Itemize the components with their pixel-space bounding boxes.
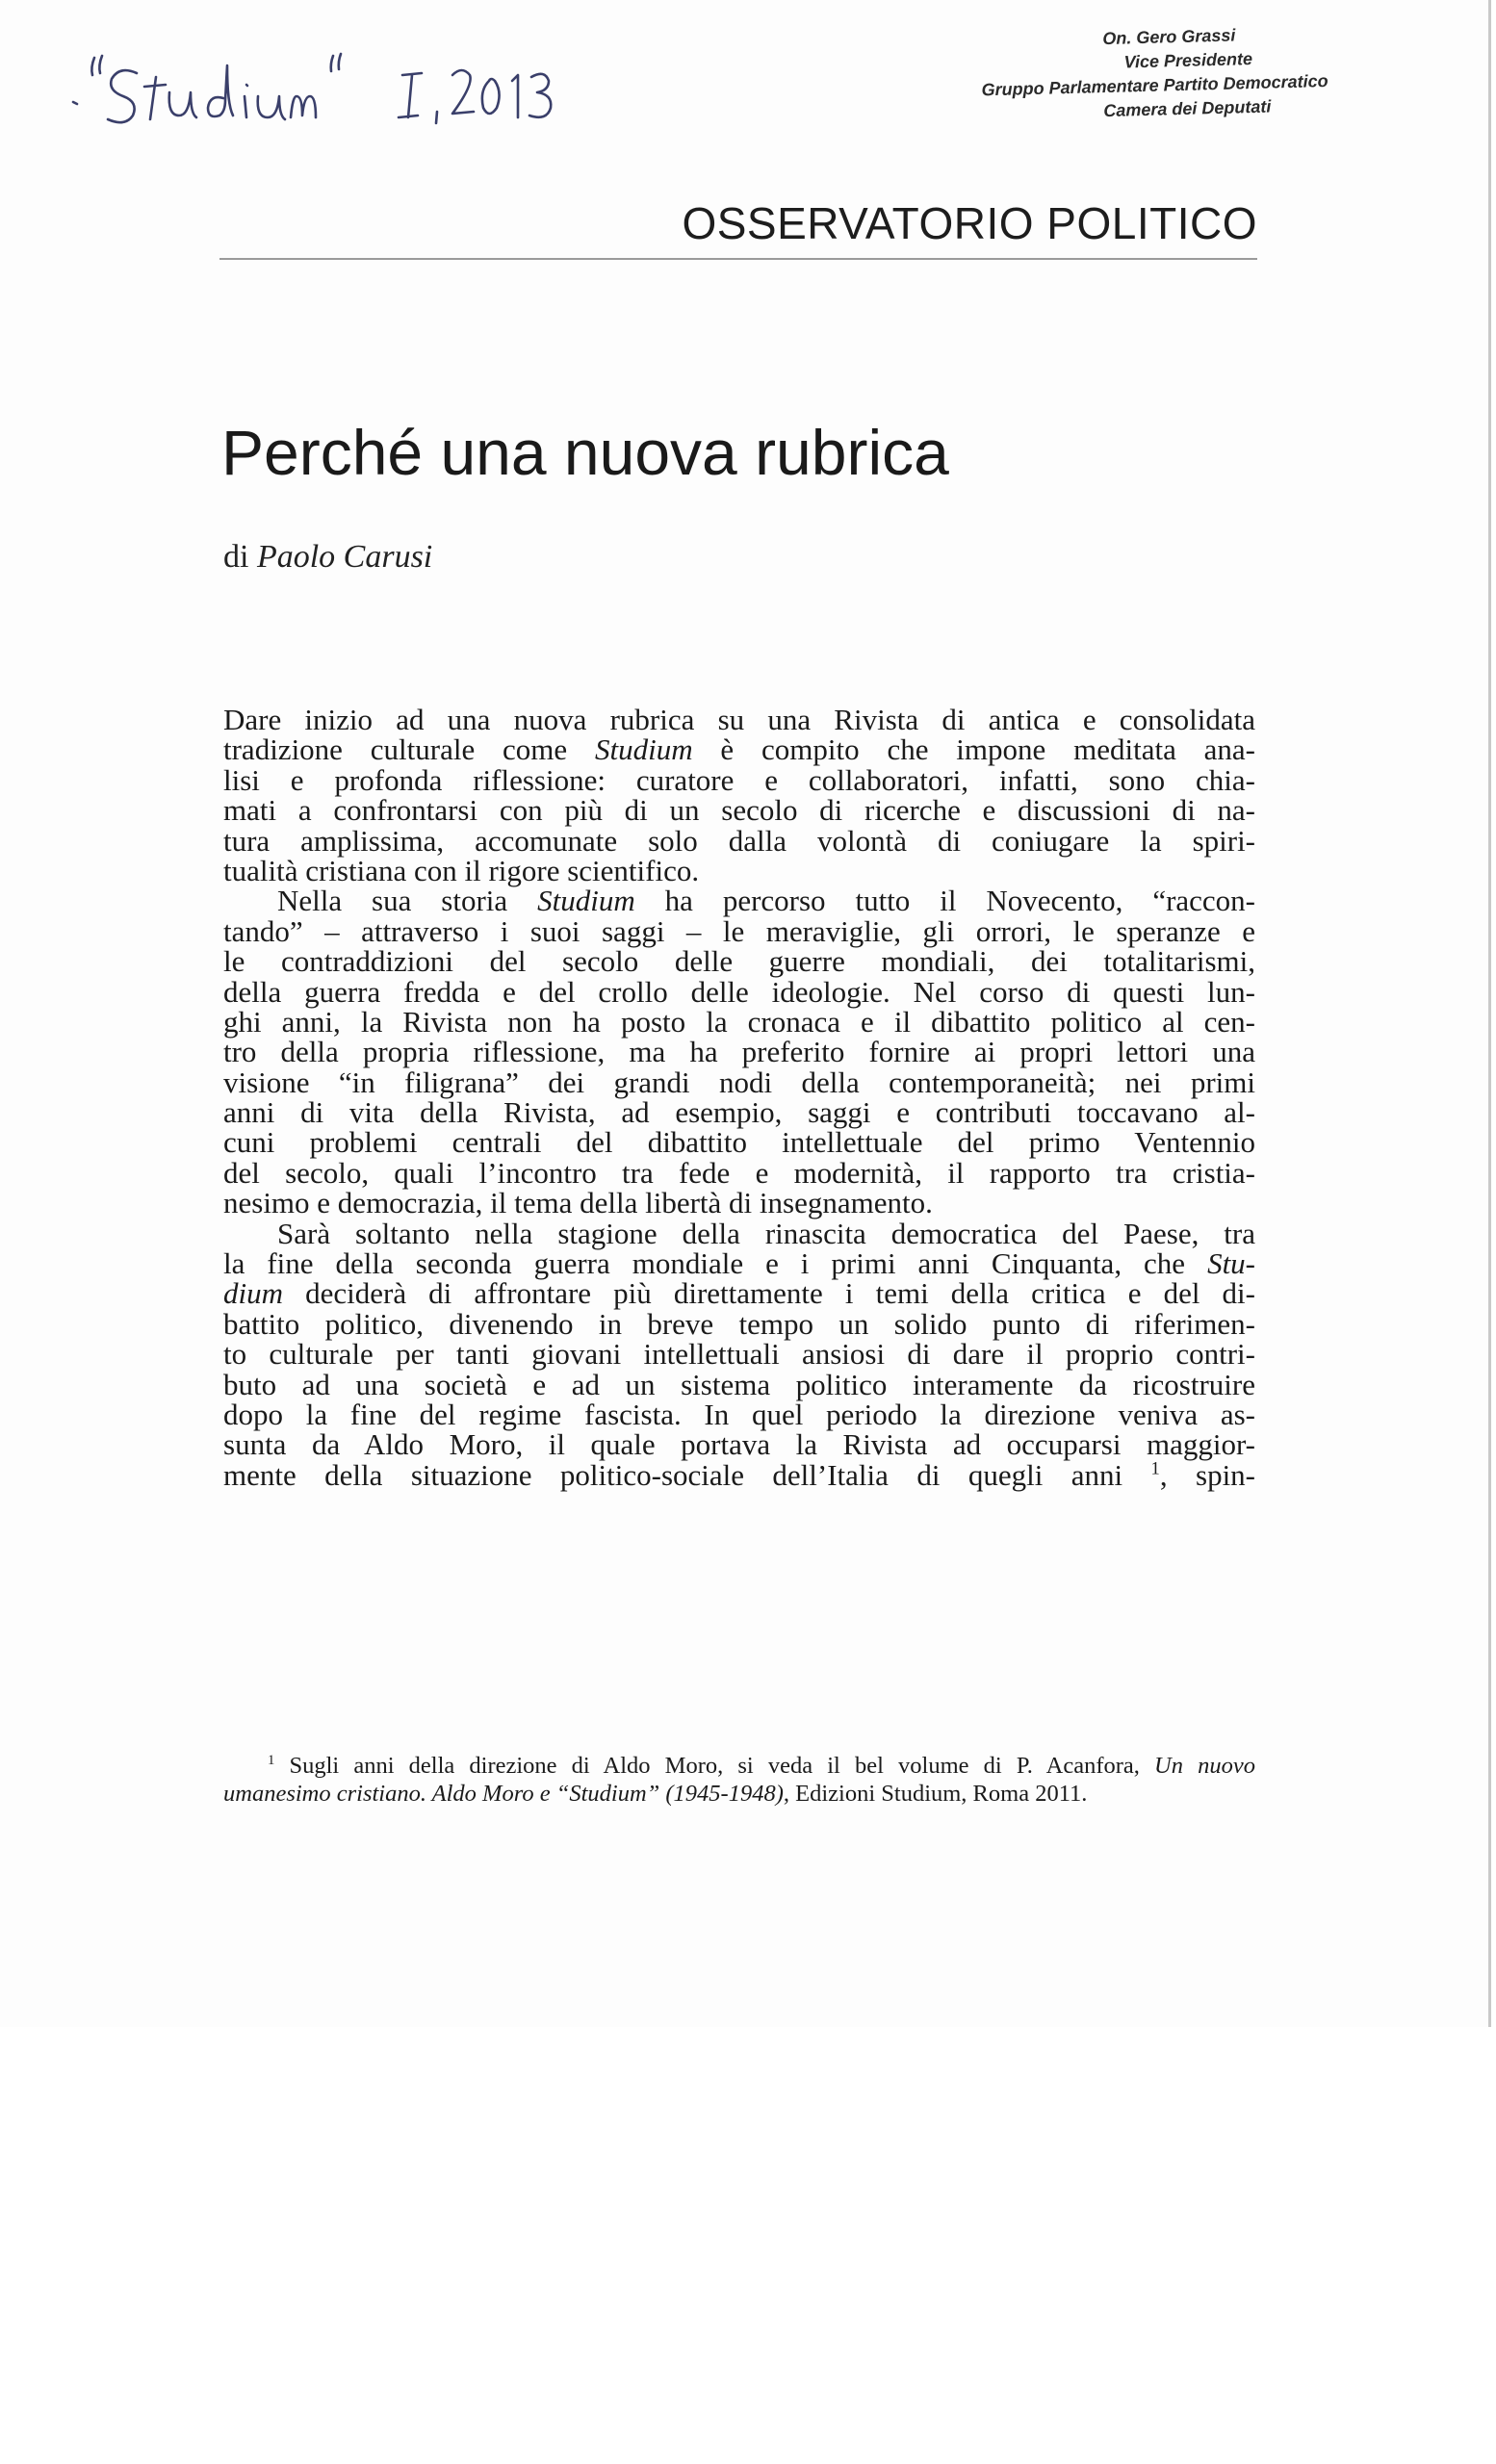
text-line: Dare inizio ad una nuova rubrica su una Rivista di antica e consolidata xyxy=(223,703,1255,736)
section-rule xyxy=(219,258,1257,260)
text-line: la fine della seconda guerra mondiale e i primi anni Cinquanta, che Stu- xyxy=(223,1246,1255,1281)
stamp-group: Gruppo Parlamentare Partito Democratico xyxy=(981,70,1328,100)
text-line: anni di vita della Rivista, ad esempio, saggi e contributi toccavano al- xyxy=(223,1095,1255,1130)
footnote-ref: 1 xyxy=(1150,1458,1160,1479)
text-line: dopo la fine del regime fascista. In quel periodo la direzione veniva as- xyxy=(223,1397,1255,1431)
article-title: Perché una nuova rubrica xyxy=(221,417,949,488)
article-body xyxy=(223,705,1255,1490)
stamp-role: Vice Presidente xyxy=(1123,49,1253,72)
paragraph-1 xyxy=(223,705,1255,886)
paragraph-3 xyxy=(223,1216,1256,1492)
text-line: Nella sua storia Studium ha percorso tutto il Novecento, “raccon- xyxy=(277,884,1256,918)
text-line: mente della situazione politico-sociale dell’Italia di quegli anni $^1$, spin- xyxy=(223,1457,1256,1492)
text-line: le contraddizioni del secolo delle guerre mondiali, dei totalitarismi, xyxy=(223,944,1255,979)
handwritten-note-drawing xyxy=(67,37,568,142)
italic-text: dium xyxy=(223,1276,283,1311)
text-line: cuni problemi centrali del dibattito intellettuale del primo Ventennio xyxy=(223,1125,1255,1160)
text-line: mati a confrontarsi con più di un secolo di ricerche e discussioni di na- xyxy=(223,793,1255,828)
text-line: ghi anni, la Rivista non ha posto la cronaca e il dibattito politico al cen- xyxy=(223,1004,1255,1039)
text-line: sunta da Aldo Moro, il quale portava la Rivista ad occuparsi maggior- xyxy=(223,1427,1255,1462)
text-line: to culturale per tanti giovani intellettuali ansiosi di dare il proprio contri- xyxy=(223,1337,1255,1372)
paragraph-2 xyxy=(223,886,1255,1218)
handwritten-note xyxy=(67,37,568,142)
stamp-name: On. Gero Grassi xyxy=(1102,25,1236,49)
italic-text: Studium xyxy=(594,732,693,767)
text-line: del secolo, quali l’incontro tra fede e modernità, il rapporto tra cristia- xyxy=(223,1155,1255,1190)
italic-text: umanesimo cristiano. Aldo Moro e “Studium” (1945-1948) xyxy=(223,1781,784,1807)
footnote-line: umanesimo cristiano. Aldo Moro e “Studium” (1945-1948), Edizioni Studium, Roma 2011. xyxy=(223,1781,1088,1807)
byline xyxy=(223,539,432,576)
text-line: tro della propria riflessione, ma ha preferito fornire ai propri lettori una xyxy=(223,1035,1255,1069)
italic-text: Un nuovo xyxy=(1154,1753,1255,1779)
italic-text: Studium xyxy=(537,884,635,918)
text-line: visione “in filigrana” dei grandi nodi della contemporaneità; nei primi xyxy=(223,1065,1255,1099)
byline-prefix: di xyxy=(223,539,249,575)
text-line: battito politico, divenendo in breve tempo un solido punto di riferimen- xyxy=(223,1306,1255,1341)
section-title: OSSERVATORIO POLITICO xyxy=(682,198,1257,248)
byline-author: Paolo Carusi xyxy=(256,539,433,575)
deputy-stamp xyxy=(903,21,1328,128)
footnote-ref: 1 xyxy=(268,1752,275,1768)
text-line: tradizione culturale come Studium è compito che impone meditata ana- xyxy=(223,732,1255,767)
text-line: dium deciderà di affrontare più direttamente i temi della critica e del di- xyxy=(223,1276,1255,1311)
scan-edge xyxy=(1488,0,1491,2027)
stamp-chamber: Camera dei Deputati xyxy=(1103,96,1272,121)
text-line: tando” – attraverso i suoi saggi – le meraviglie, gli orrori, le speranze e xyxy=(223,913,1255,948)
text-line: lisi e profonda riflessione: curatore e collaboratori, infatti, sono chia- xyxy=(223,762,1255,797)
text-line: buto ad una società e ad un sistema politico interamente da ricostruire xyxy=(223,1367,1255,1401)
text-line: della guerra fredda e del crollo delle ideologie. Nel corso di questi lun- xyxy=(223,974,1255,1009)
text-line: tualità cristiana con il rigore scientifico. xyxy=(223,853,700,887)
text-line: nesimo e democrazia, il tema della libertà di insegnamento. xyxy=(223,1186,933,1220)
italic-text: Stu- xyxy=(1207,1246,1255,1281)
text-line: Sarà soltanto nella stagione della rinascita democratica del Paese, tra xyxy=(277,1216,1255,1250)
footnote-line: $^1$ Sugli anni della direzione di Aldo Moro, si veda il bel volume di P. Acanfora, Un nuovo xyxy=(268,1752,1255,1779)
text-line: tura amplissima, accomunate solo dalla volontà di coniugare la spiri- xyxy=(223,823,1255,858)
footnotes xyxy=(223,1752,1255,1808)
